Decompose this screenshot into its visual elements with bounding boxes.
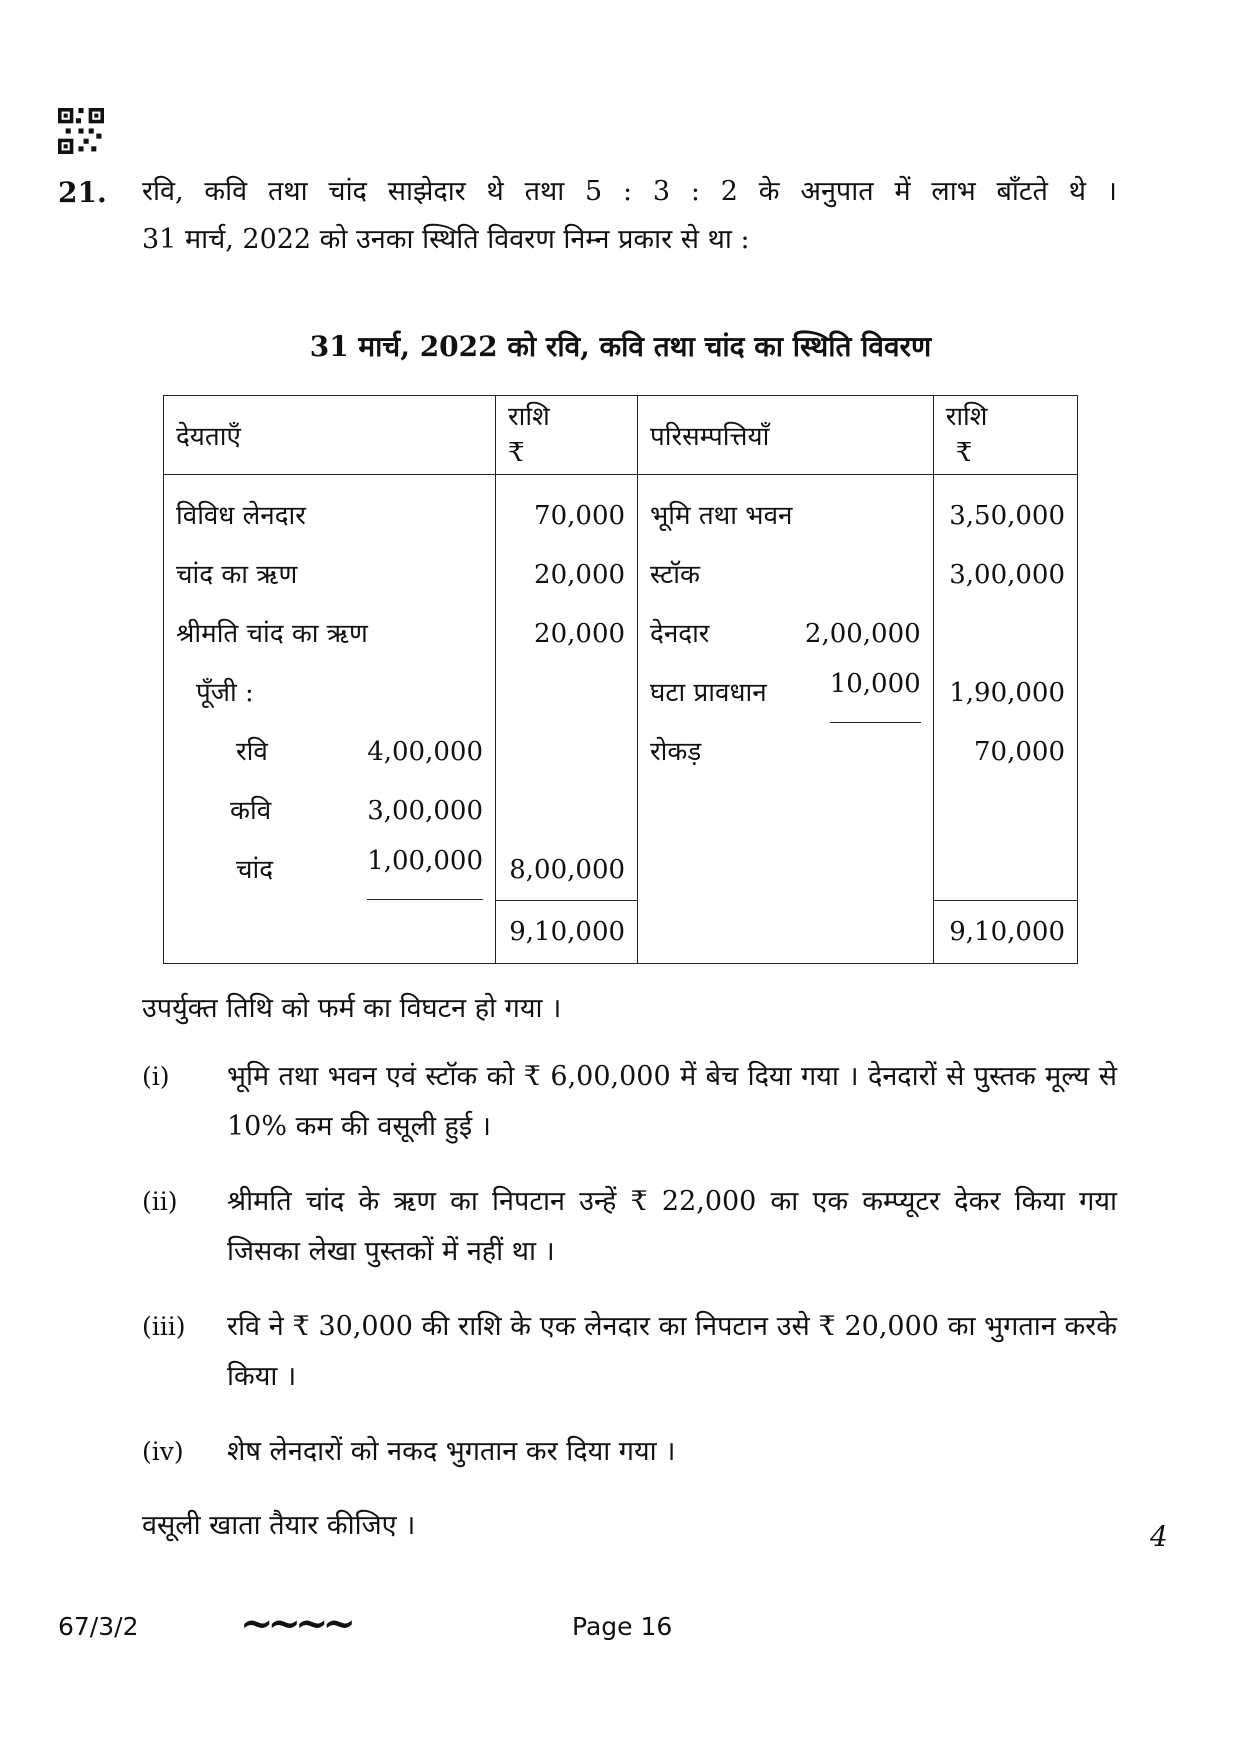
item-4-number: (iv) (142, 1437, 184, 1466)
assets-total: 9,10,000 (933, 901, 1077, 964)
chand-loan-amount: 20,000 (495, 546, 637, 605)
table-header-row (164, 396, 1078, 475)
assets-amount-header: राशि ₹ (933, 396, 1077, 475)
mrs-chand-loan-label: श्रीमति चांद का ऋण (164, 605, 496, 664)
item-2-text: श्रीमति चांद के ऋण का निपटान उन्हें ₹ 22,000 का एक कम्प्यूटर देकर किया गया जिसका लेखा पुस्तकों में नहीं था । (227, 1186, 1117, 1267)
question-number: 21. (58, 176, 107, 209)
question-line-1: रवि, कवि तथा चांद साझेदार थे तथा 5 : 3 : 2 के अनुपात में लाभ बाँटते थे । (142, 176, 1117, 207)
item-2-number: (ii) (142, 1187, 178, 1216)
stock-label: स्टॉक (638, 546, 934, 605)
qr-code-icon (58, 108, 104, 154)
stock-amount: 3,00,000 (933, 546, 1077, 605)
net-debtors-amount: 1,90,000 (933, 664, 1077, 723)
item-3-number: (iii) (142, 1312, 186, 1341)
liabilities-amount-header: राशि ₹ (495, 396, 637, 475)
table-row (164, 475, 1078, 547)
page-number: Page 16 (572, 1612, 673, 1641)
capital-total-amount: 8,00,000 (495, 841, 637, 901)
table-row (164, 605, 1078, 664)
table-row (164, 546, 1078, 605)
balance-sheet-table (163, 395, 1078, 964)
assets-header: परिसम्पत्तियाँ (638, 396, 934, 475)
creditors-label: विविध लेनदार (164, 475, 496, 547)
capital-ravi-cell (164, 723, 496, 782)
provision-label: घटा प्रावधान (650, 678, 767, 708)
instruction: वसूली खाता तैयार कीजिए । (142, 1510, 416, 1541)
cash-label: रोकड़ (638, 723, 934, 782)
debtors-cell (638, 605, 934, 664)
mrs-chand-loan-amount: 20,000 (495, 605, 637, 664)
cash-amount: 70,000 (933, 723, 1077, 782)
table-row (164, 841, 1078, 901)
capital-chand-label: चांद (236, 855, 274, 885)
capital-ravi-amount: 4,00,000 (367, 737, 483, 767)
question-line-2: 31 मार्च, 2022 को उनका स्थिति विवरण निम्न प्रकार से था : (142, 224, 750, 255)
land-building-label: भूमि तथा भवन (638, 475, 934, 547)
capital-ravi-label: रवि (236, 737, 268, 767)
capital-kavi-amount: 3,00,000 (367, 796, 483, 826)
table-row (164, 723, 1078, 782)
item-3-text: रवि ने ₹ 30,000 की राशि के एक लेनदार का निपटान उसे ₹ 20,000 का भुगतान करके किया । (227, 1311, 1117, 1392)
balance-sheet-title: 31 मार्च, 2022 को रवि, कवि तथा चांद का स्थिति विवरण (309, 330, 932, 363)
capital-chand-cell (164, 841, 496, 901)
capital-kavi-label: कवि (230, 796, 272, 826)
table-row (164, 782, 1078, 841)
table-row (164, 664, 1078, 723)
question-text (142, 168, 1117, 264)
item-1-text: भूमि तथा भवन एवं स्टॉक को ₹ 6,00,000 में बेच दिया गया । देनदारों से पुस्तक मूल्य से 10% कम की वसूली हुई । (227, 1061, 1117, 1142)
chand-loan-label: चांद का ऋण (164, 546, 496, 605)
dissolution-statement: उपर्युक्त तिथि को फर्म का विघटन हो गया । (142, 993, 562, 1024)
provision-cell (638, 664, 934, 723)
table-total-row (164, 901, 1078, 964)
creditors-amount: 70,000 (495, 475, 637, 547)
marks: 4 (1150, 1520, 1168, 1553)
land-building-amount: 3,50,000 (933, 475, 1077, 547)
capital-kavi-cell (164, 782, 496, 841)
item-4-text: शेष लेनदारों को नकद भुगतान कर दिया गया । (227, 1436, 676, 1467)
liabilities-header: देयताएँ (164, 396, 496, 475)
item-1-number: (i) (142, 1062, 170, 1091)
capital-label: पूँजी : (164, 664, 496, 723)
debtors-amount: 2,00,000 (804, 619, 921, 649)
paper-code: 67/3/2 (58, 1612, 139, 1641)
debtors-label: देनदार (650, 619, 710, 649)
capital-chand-amount: 1,00,000 (367, 841, 483, 900)
provision-amount: 10,000 (830, 664, 921, 723)
wave-mark: ~~~~ (240, 1600, 351, 1647)
liabilities-total: 9,10,000 (495, 901, 637, 964)
